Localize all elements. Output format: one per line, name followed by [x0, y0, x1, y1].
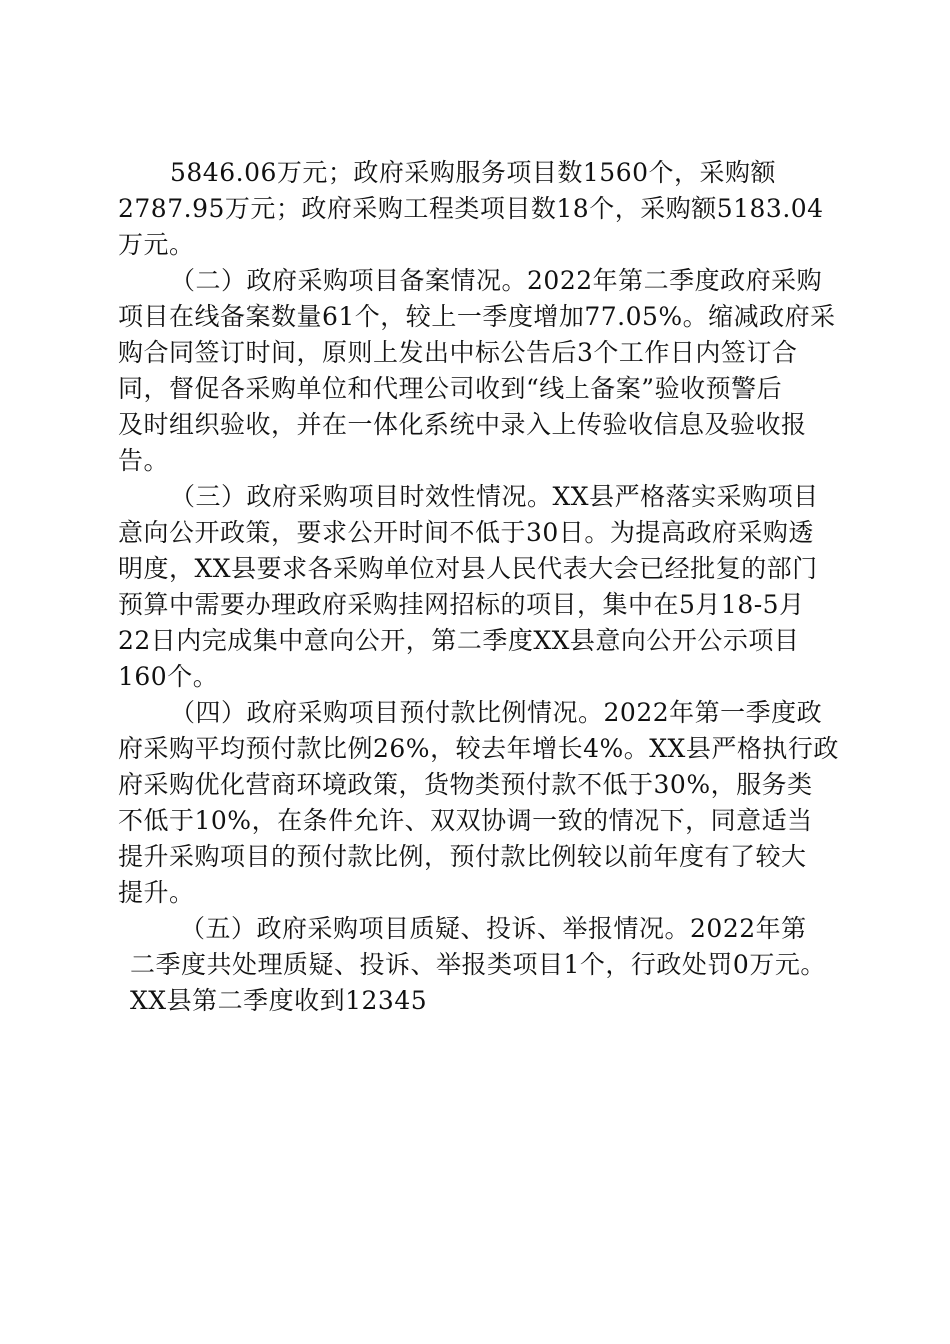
text-line: 同，督促各采购单位和代理公司收到“线上备案”验收预警后 [118, 374, 783, 403]
text-line: 项目在线备案数量61个，较上一季度增加77.05%。缩减政府采 [118, 302, 836, 331]
text-line: 22日内完成集中意向公开，第二季度XX县意向公开公示项目 [118, 626, 800, 655]
text-line: 意向公开政策，要求公开时间不低于30日。为提高政府采购透 [118, 518, 814, 547]
text-line: 5846.06万元；政府采购服务项目数1560个，采购额 [170, 158, 777, 187]
text-line: 2787.95万元；政府采购工程类项目数18个，采购额5183.04 [118, 194, 824, 223]
text-line: 万元。 [118, 230, 195, 259]
text-line: （三）政府采购项目时效性情况。XX县严格落实采购项目 [170, 482, 819, 511]
text-line: 府采购平均预付款比例26%，较去年增长4%。XX县严格执行政 [118, 734, 839, 763]
text-line: （二）政府采购项目备案情况。2022年第二季度政府采购 [170, 266, 823, 295]
text-line: 告。 [118, 446, 170, 475]
text-line: 及时组织验收，并在一体化系统中录入上传验收信息及验收报 [118, 410, 807, 439]
text-line: 预算中需要办理政府采购挂网招标的项目，集中在5月18-5月 [118, 590, 805, 619]
text-line: 提升采购项目的预付款比例，预付款比例较以前年度有了较大 [118, 842, 807, 871]
text-line: 二季度共处理质疑、投诉、举报类项目1个，行政处罚0万元。 [130, 950, 826, 979]
text-line: 160个。 [118, 662, 219, 691]
text-line: 不低于10%，在条件允许、双双协调一致的情况下，同意适当 [118, 806, 813, 835]
text-line: （五）政府采购项目质疑、投诉、举报情况。2022年第 [180, 914, 807, 943]
text-line: （四）政府采购项目预付款比例情况。2022年第一季度政 [170, 698, 823, 727]
text-line: 明度，XX县要求各采购单位对县人民代表大会已经批复的部门 [118, 554, 818, 583]
text-line: 购合同签订时间，原则上发出中标公告后3个工作日内签订合 [118, 338, 798, 367]
text-line: 提升。 [118, 878, 195, 907]
text-line: XX县第二季度收到12345 [130, 986, 428, 1015]
text-line: 府采购优化营商环境政策，货物类预付款不低于30%，服务类 [118, 770, 813, 799]
